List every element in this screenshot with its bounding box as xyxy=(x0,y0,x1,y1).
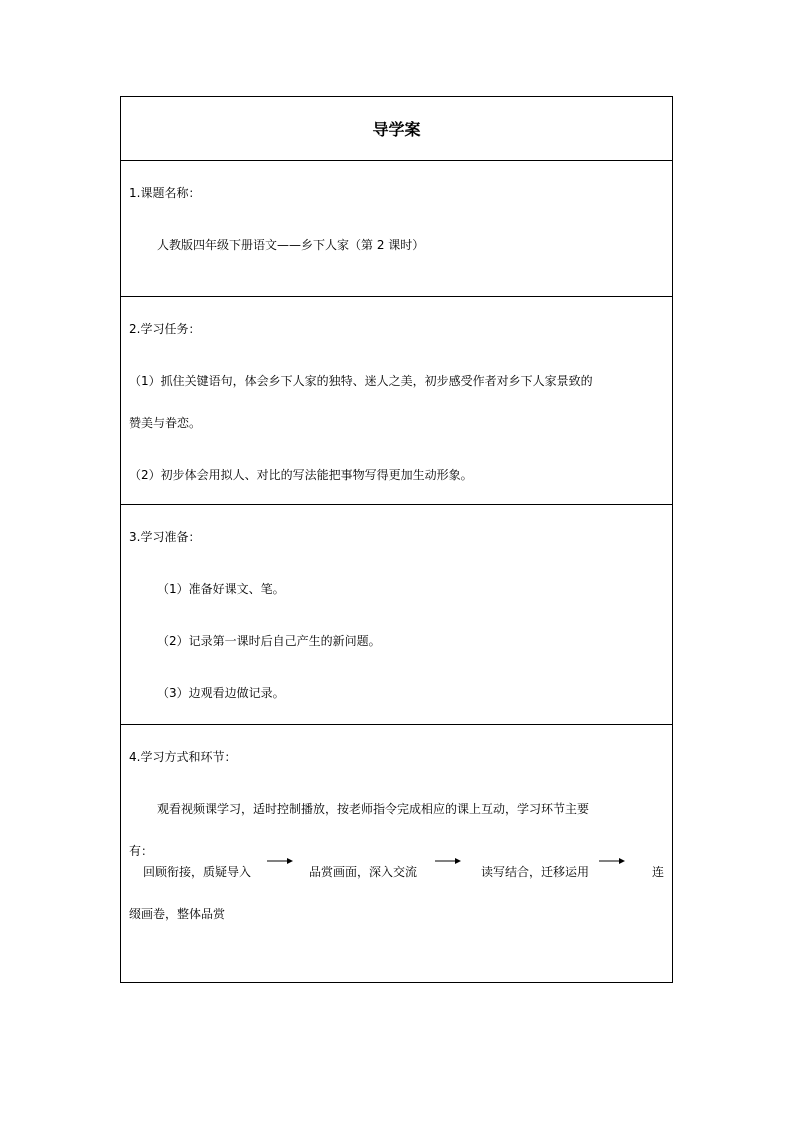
flow-step: 回顾衔接，质疑导入 xyxy=(143,865,252,879)
title-row xyxy=(121,97,672,160)
page-title: 导学案 xyxy=(372,120,421,139)
flow-step-cont: 缀画卷，整体品赏 xyxy=(129,907,226,921)
topic-text: 人教版四年级下册语文——乡下人家（第 2 课时） xyxy=(157,238,425,252)
task-item-1: （1）抓住关键语句，体会乡下人家的独特、迷人之美，初步感受作者对乡下人家景致的 xyxy=(129,374,593,388)
section-heading: 4.学习方式和环节： xyxy=(129,750,237,764)
arrow-right-icon xyxy=(599,857,625,865)
prep-item: （3）边观看边做记录。 xyxy=(157,686,285,700)
section-heading: 1.课题名称： xyxy=(129,186,201,200)
lesson-plan-table xyxy=(120,96,673,983)
method-paragraph: 观看视频课学习，适时控制播放，按老师指令完成相应的课上互动，学习环节主要 xyxy=(157,802,590,816)
section-tasks xyxy=(121,296,672,504)
section-heading: 3.学习准备： xyxy=(129,530,201,544)
task-item-2: （2）初步体会用拟人、对比的写法能把事物写得更加生动形象。 xyxy=(129,468,473,482)
arrow-right-icon xyxy=(435,857,461,865)
flow-step: 连 xyxy=(652,865,665,879)
task-item-1-cont: 赞美与眷恋。 xyxy=(129,416,202,430)
method-paragraph-cont: 有： xyxy=(129,844,154,858)
section-preparation xyxy=(121,504,672,724)
flow-step: 读写结合，迁移运用 xyxy=(481,865,590,879)
section-heading: 2.学习任务： xyxy=(129,322,201,336)
flow-step: 品赏画面，深入交流 xyxy=(309,865,418,879)
prep-item: （1）准备好课文、笔。 xyxy=(157,582,285,596)
learning-flow xyxy=(121,863,672,883)
section-method xyxy=(121,724,672,982)
arrow-right-icon xyxy=(267,857,293,865)
prep-item: （2）记录第一课时后自己产生的新问题。 xyxy=(157,634,381,648)
section-topic xyxy=(121,160,672,296)
